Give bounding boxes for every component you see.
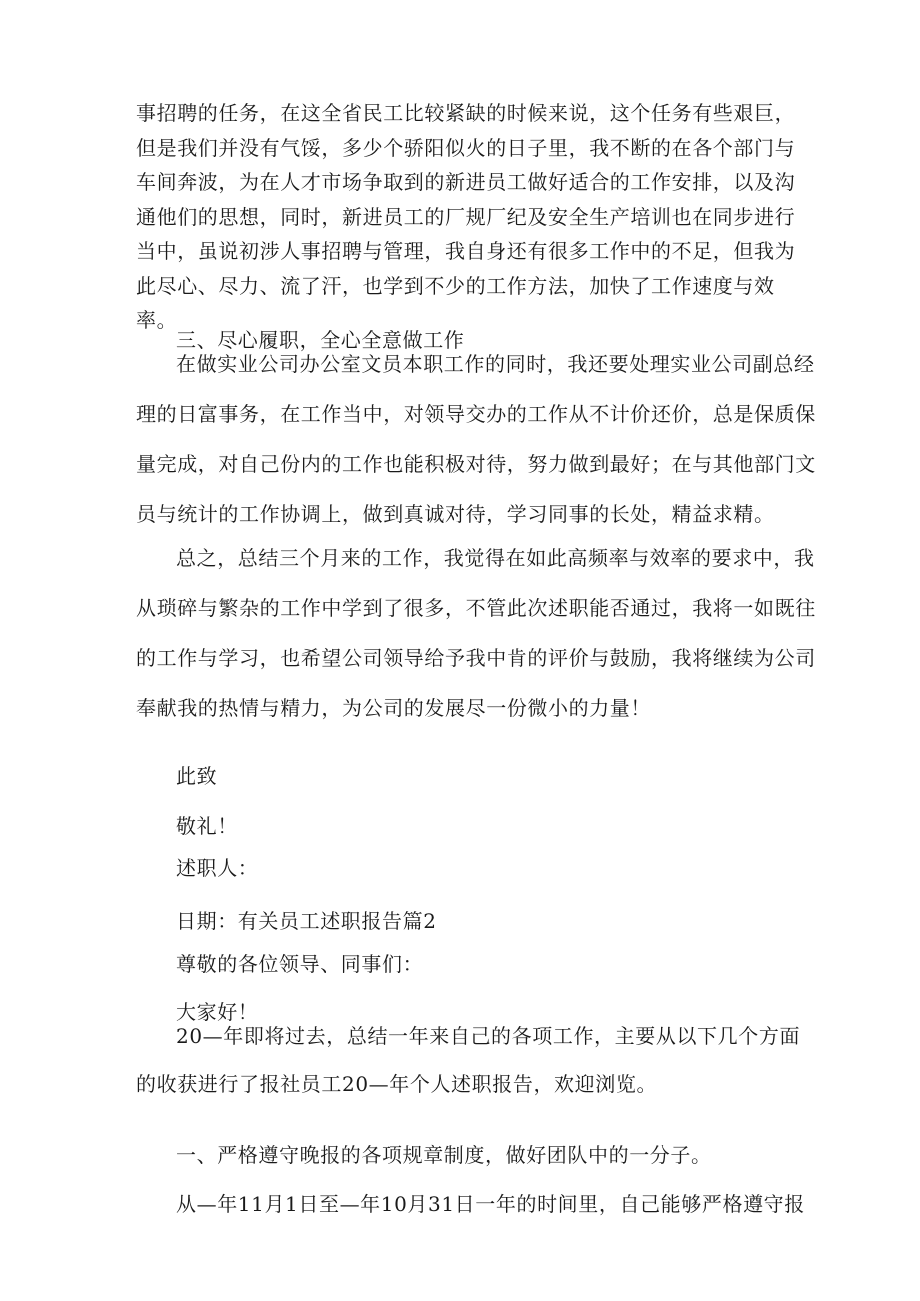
text-line: 理的日富事务，在工作当中，对领导交办的工作从不计价还价，总是保质保 [136,402,816,426]
section-heading-text: 一、严格遵守晚报的各项规章制度，做好团队中的一分子。 [176,1143,712,1167]
text-line: 率。 [136,308,178,332]
year-paragraph [136,1020,801,1100]
text-line: 的收获进行了报社员工20—年个人述职报告，欢迎浏览。 [136,1072,658,1096]
text-line: 车间奔波，为在人才市场争取到的新进员工做好适合的工作安排，以及沟 [136,170,796,194]
greeting-text: 大家好！ [176,1000,259,1024]
text-line: 此尽心、尽力、流了汗，也学到不少的工作方法，加快了工作速度与效 [136,273,775,298]
closing-line [136,786,786,838]
text-line: 量完成，对自己份内的工作也能积极对待，努力做到最好；在与其他部门文 [136,452,816,476]
text-line: 但是我们并没有气馁，多少个骄阳似火的日子里，我不断的在各个部门与 [136,135,796,160]
text-line: 20—年即将过去，总结一年来自己的各项工作，主要从以下几个方面 [176,1024,801,1048]
section-heading [136,300,786,352]
text-line: 在做实业公司办公室文员本职工作的同时，我还要处理实业公司副总经 [176,352,815,376]
text-line: 事招聘的任务，在这全省民工比较紧缺的时候来说，这个任务有些艰巨， [136,101,796,125]
signer-text: 述职人： [176,856,259,880]
closing-text: 此致 [176,764,218,788]
greeting-line [136,972,786,1024]
text-line: 当中，虽说初涉人事招聘与管理，我自身还有很多工作中的不足，但我为 [136,239,796,263]
signer-line [136,828,786,880]
summary-paragraph [136,542,816,722]
text-line: 总之，总结三个月来的工作，我觉得在如此高频率与效率的要求中，我 [176,546,815,570]
work-paragraph [136,348,816,528]
date-text: 日期：有关员工述职报告篇2 [176,909,437,933]
text-line: 员与统计的工作协调上，做到真诚对待，学习同事的长处，精益求精。 [136,502,775,526]
text-line: 奉献我的热情与精力，为公司的发展尽一份微小的力量！ [136,696,651,720]
text-line: 从琐碎与繁杂的工作中学到了很多，不管此次述职能否通过，我将一如既往 [136,596,816,620]
salutation-text: 尊敬的各位领导、同事们： [176,952,424,976]
section-heading-text: 三、尽心履职，全心全意做工作 [176,328,465,352]
salutation-line [136,924,786,976]
text-line: 通他们的思想，同时，新进员工的厂规厂纪及安全生产培训也在同步进行 [136,204,796,229]
closing-line [136,736,786,788]
date-line [136,881,786,933]
text-line: 的工作与学习，也希望公司领导给予我中肯的评价与鼓励，我将继续为公司 [136,646,816,670]
closing-text: 敬礼！ [176,814,238,838]
last-paragraph [136,1164,805,1216]
section-heading [136,1115,786,1167]
text-line: 从—年11月1日至—年10月31日一年的时间里，自己能够严格遵守报 [176,1192,805,1216]
